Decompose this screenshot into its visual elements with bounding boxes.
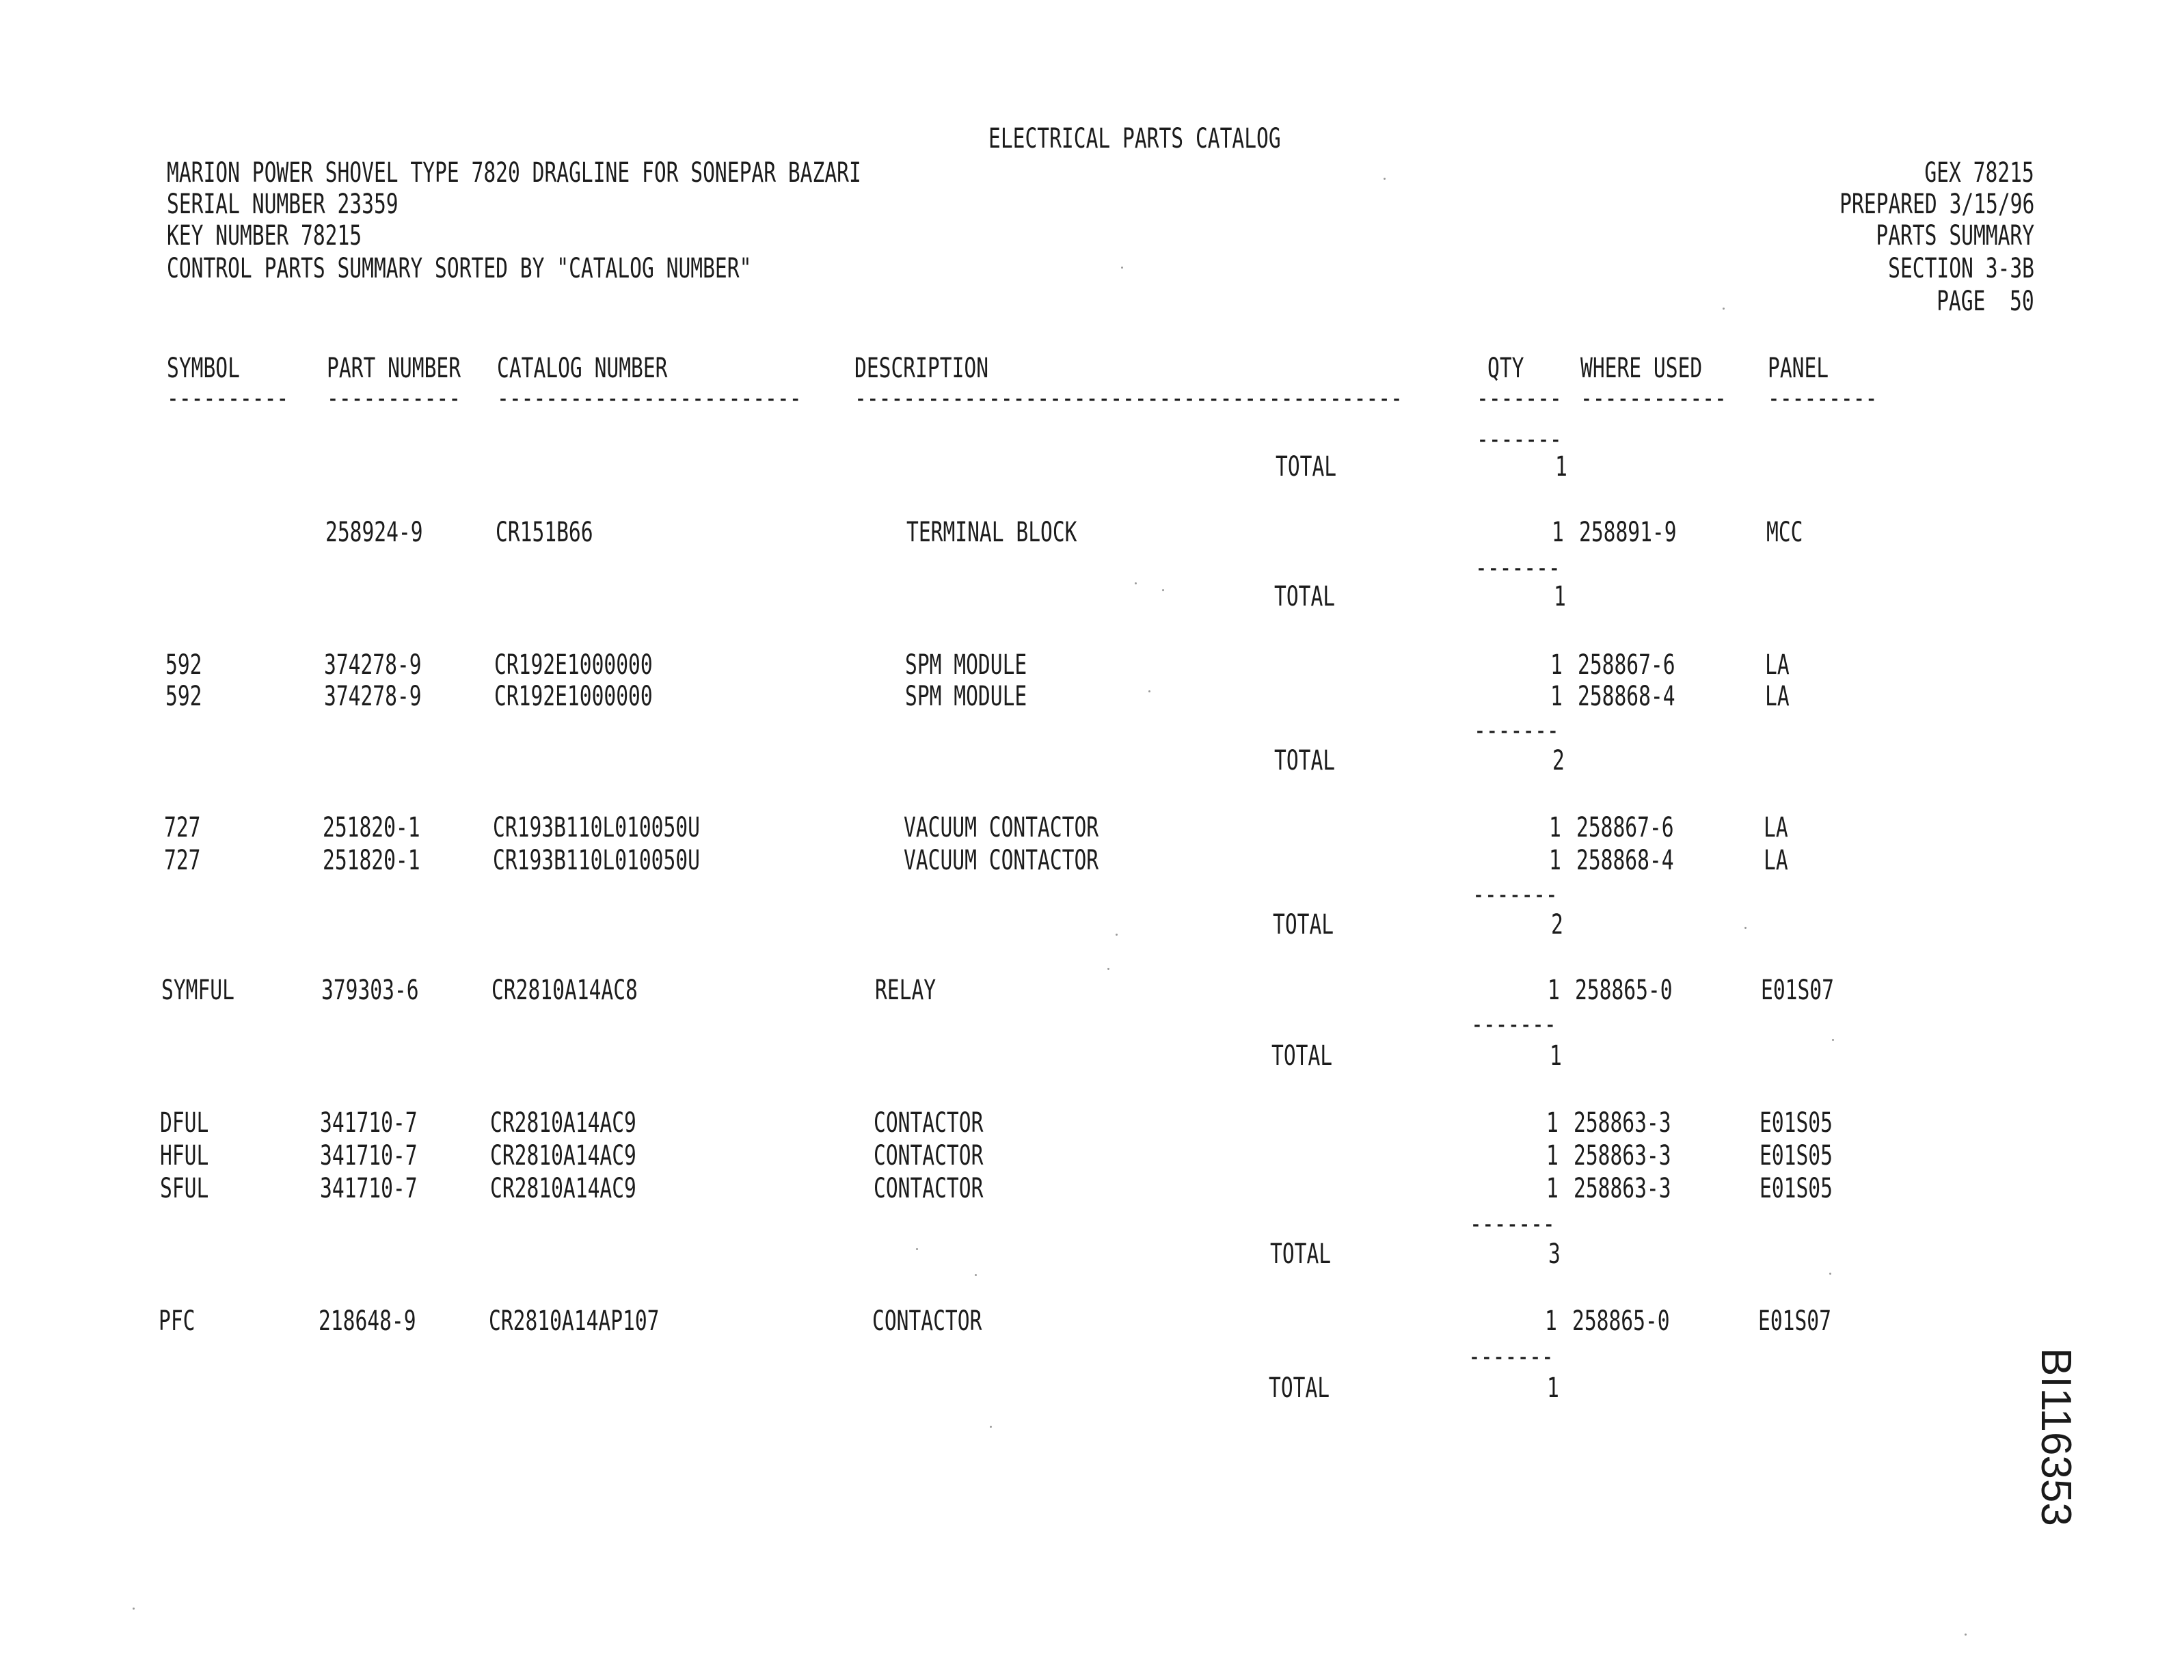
document-id-stamp: BI116353 [2032, 1348, 2079, 1526]
row-symbol: 727 [164, 845, 201, 876]
row-panel: LA [1764, 812, 1788, 843]
total-label: TOTAL [1276, 451, 1337, 483]
row-where-used: 258867-6 [1576, 812, 1674, 843]
total-label: TOTAL [1273, 909, 1334, 940]
row-where-used: 258865-0 [1572, 1305, 1670, 1337]
total-rule: ------- [1470, 1208, 1555, 1240]
row-symbol: DFUL [160, 1107, 209, 1139]
scan-speck [990, 1426, 992, 1428]
row-description: CONTACTOR [872, 1305, 982, 1337]
scan-speck [1162, 589, 1164, 591]
row-where-used: 258868-4 [1578, 681, 1675, 712]
scan-speck [1723, 308, 1725, 310]
col-header-symbol: SYMBOL [167, 353, 240, 384]
col-underline-catalog-number: ------------------------- [497, 383, 802, 414]
row-catalog-number: CR2810A14AC9 [490, 1173, 636, 1204]
scan-speck [1744, 927, 1747, 929]
row-catalog-number: CR151B66 [496, 517, 593, 548]
total-label: TOTAL [1271, 1040, 1333, 1072]
total-value: 2 [1552, 745, 1565, 776]
total-value: 2 [1551, 909, 1563, 940]
scan-speck [1148, 690, 1150, 692]
row-qty: 1 [1550, 681, 1563, 712]
row-part-number: 218648-9 [319, 1305, 416, 1337]
row-qty: 1 [1546, 1107, 1559, 1139]
scan-speck [1107, 968, 1109, 970]
scan-speck [1116, 934, 1118, 936]
col-underline-symbol: ---------- [167, 383, 289, 414]
row-qty: 1 [1546, 1173, 1559, 1204]
col-header-panel: PANEL [1768, 353, 1829, 384]
row-qty: 1 [1552, 517, 1564, 548]
total-value: 1 [1550, 1040, 1562, 1072]
row-qty: 1 [1550, 649, 1563, 681]
row-part-number: 374278-9 [324, 649, 422, 681]
catalog-title: ELECTRICAL PARTS CATALOG [988, 123, 1281, 154]
row-part-number: 258924-9 [325, 517, 423, 548]
row-description: TERMINAL BLOCK [906, 517, 1077, 548]
row-catalog-number: CR2810A14AC8 [491, 975, 638, 1006]
header-line-sort: CONTROL PARTS SUMMARY SORTED BY "CATALOG NUMBER" [167, 253, 752, 284]
header-section: SECTION 3-3B [1888, 253, 2034, 284]
row-panel: E01S07 [1761, 975, 1834, 1006]
total-value: 1 [1547, 1372, 1559, 1404]
row-part-number: 341710-7 [320, 1107, 418, 1139]
row-panel: E01S05 [1760, 1173, 1833, 1204]
total-rule: ------- [1475, 552, 1561, 584]
row-panel: E01S07 [1758, 1305, 1831, 1337]
row-symbol: 592 [165, 681, 202, 712]
header-line-key: KEY NUMBER 78215 [167, 220, 362, 252]
total-label: TOTAL [1274, 581, 1336, 612]
total-rule: ------- [1471, 1009, 1556, 1040]
row-panel: MCC [1766, 517, 1803, 548]
total-rule: ------- [1468, 1341, 1554, 1372]
col-header-catalog-number: CATALOG NUMBER [497, 353, 668, 384]
col-header-description: DESCRIPTION [854, 353, 989, 384]
row-description: SPM MODULE [905, 649, 1027, 681]
row-symbol: SFUL [160, 1173, 209, 1204]
total-rule: ------- [1472, 879, 1558, 910]
row-panel: E01S05 [1760, 1140, 1833, 1171]
col-header-part-number: PART NUMBER [327, 353, 461, 384]
row-panel: LA [1765, 681, 1790, 712]
scan-speck [1384, 178, 1386, 180]
row-catalog-number: CR192E1000000 [494, 681, 653, 712]
row-symbol: SYMFUL [161, 975, 234, 1006]
header-page: PAGE 50 [1937, 286, 2034, 317]
row-catalog-number: CR193B110L010050U [493, 845, 700, 876]
row-panel: E01S05 [1760, 1107, 1833, 1139]
row-qty: 1 [1548, 975, 1560, 1006]
header-parts-summary: PARTS SUMMARY [1876, 220, 2034, 252]
col-underline-part-number: ----------- [327, 383, 461, 414]
header-gex: GEX 78215 [1924, 157, 2034, 189]
total-rule: ------- [1477, 424, 1562, 455]
header-line-machine: MARION POWER SHOVEL TYPE 7820 DRAGLINE FOR SONEPAR BAZARI [167, 157, 861, 189]
total-label: TOTAL [1269, 1372, 1330, 1404]
row-catalog-number: CR2810A14AP107 [489, 1305, 660, 1337]
total-value: 1 [1554, 581, 1566, 612]
scan-speck [975, 1274, 977, 1276]
row-symbol: 727 [164, 812, 201, 843]
scan-speck [1965, 1634, 1967, 1636]
scan-speck [133, 1608, 135, 1610]
row-symbol: 592 [165, 649, 202, 681]
row-qty: 1 [1549, 812, 1561, 843]
row-description: CONTACTOR [874, 1107, 984, 1139]
row-panel: LA [1765, 649, 1790, 681]
row-where-used: 258863-3 [1574, 1140, 1671, 1171]
row-description: VACUUM CONTACTOR [904, 812, 1099, 843]
total-label: TOTAL [1270, 1238, 1332, 1270]
total-value: 3 [1548, 1238, 1561, 1270]
row-part-number: 251820-1 [323, 812, 420, 843]
row-part-number: 374278-9 [324, 681, 422, 712]
row-where-used: 258867-6 [1578, 649, 1675, 681]
row-where-used: 258868-4 [1576, 845, 1674, 876]
row-panel: LA [1764, 845, 1788, 876]
row-where-used: 258863-3 [1574, 1173, 1671, 1204]
row-description: CONTACTOR [874, 1140, 984, 1171]
row-where-used: 258865-0 [1575, 975, 1673, 1006]
col-underline-panel: --------- [1768, 383, 1878, 414]
row-catalog-number: CR2810A14AC9 [490, 1107, 636, 1139]
row-part-number: 379303-6 [321, 975, 419, 1006]
row-qty: 1 [1549, 845, 1561, 876]
row-qty: 1 [1546, 1140, 1559, 1171]
row-catalog-number: CR193B110L010050U [493, 812, 700, 843]
scan-speck [1121, 267, 1123, 269]
total-rule: ------- [1474, 715, 1559, 746]
col-underline-description: --------------------------------------------- [854, 383, 1403, 414]
row-description: SPM MODULE [905, 681, 1027, 712]
row-where-used: 258891-9 [1579, 517, 1677, 548]
row-symbol: HFUL [160, 1140, 209, 1171]
header-line-serial: SERIAL NUMBER 23359 [167, 189, 399, 220]
row-description: VACUUM CONTACTOR [904, 845, 1099, 876]
row-part-number: 341710-7 [320, 1173, 418, 1204]
row-part-number: 341710-7 [320, 1140, 418, 1171]
col-header-qty: QTY [1487, 353, 1524, 384]
row-where-used: 258863-3 [1574, 1107, 1671, 1139]
row-description: CONTACTOR [874, 1173, 984, 1204]
scan-speck [916, 1248, 918, 1250]
row-part-number: 251820-1 [323, 845, 420, 876]
scan-speck [1829, 1273, 1831, 1275]
header-prepared: PREPARED 3/15/96 [1839, 189, 2034, 220]
col-underline-where-used: ------------ [1580, 383, 1727, 414]
scan-speck [1832, 1039, 1834, 1041]
row-description: RELAY [875, 975, 936, 1006]
scan-speck [1135, 582, 1137, 584]
row-catalog-number: CR192E1000000 [494, 649, 653, 681]
row-symbol: PFC [159, 1305, 196, 1337]
row-qty: 1 [1545, 1305, 1557, 1337]
total-label: TOTAL [1274, 745, 1336, 776]
col-underline-qty: ------- [1477, 383, 1562, 414]
row-catalog-number: CR2810A14AC9 [490, 1140, 636, 1171]
total-value: 1 [1555, 451, 1567, 483]
col-header-where-used: WHERE USED [1580, 353, 1703, 384]
